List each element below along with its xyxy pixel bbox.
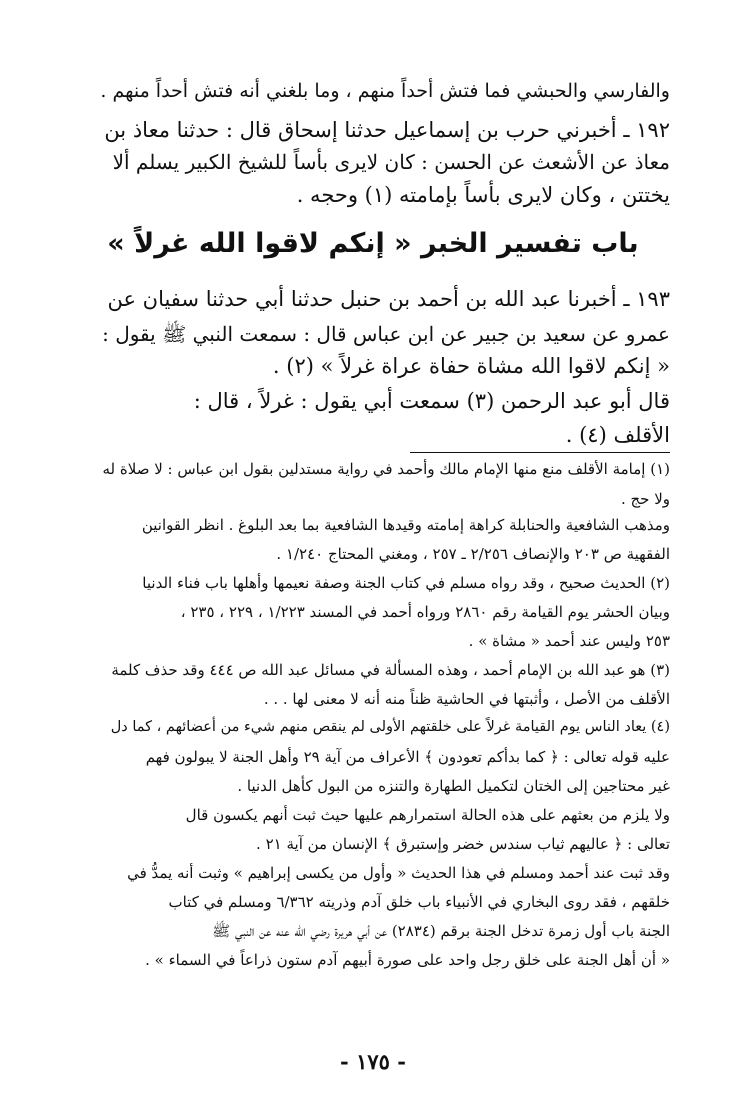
footnote-line: (١) إمامة الأقلف منع منها الإمام مالك وأحمد في رواية مستدلين بقول ابن عباس : لا صلاة له (102, 460, 670, 478)
footnote-line: ولا يلزم من بعثهم على هذه الحالة استمرارهم عليها حيث ثبت أنهم يكسون قال (185, 806, 670, 824)
footnote-line: تعالى : ﴿ عاليهم ثياب سندس خضر وإستبرق ﴾ الإنسان من آية ٢١ . (256, 835, 670, 853)
footnote-line: الجنة باب أول زمرة تدخل الجنة برقم (٢٨٣٤) عن أبي هريرة رضي الله عنه عن النبي ﷺ (212, 922, 670, 940)
footnote-line: (٤) يعاد الناس يوم القيامة غرلاً على خلقتهم الأولى لم ينقص منهم شيء من أعضائهم ، كما دل (110, 719, 670, 735)
footnote-line: (٢) الحديث صحيح ، وقد رواه مسلم في كتاب الجنة وصفة نعيمها وأهلها باب فناء الدنيا (142, 574, 670, 592)
chapter-heading: باب تفسير الخبر « إنكم لاقوا الله غرلاً » (107, 228, 639, 259)
section-line-4: قال أبو عبد الرحمن (٣) سمعت أبي يقول : غرلاً ، قال : (193, 389, 670, 413)
body-line-1: والفارسي والحبشي فما فتش أحداً منهم ، وما بلغني أنه فتش أحداً منهم . (100, 80, 670, 102)
body-line-3: معاذ عن الأشعث عن الحسن : كان لايرى بأساً للشيخ الكبير يسلم ألا (112, 150, 670, 174)
section-line-2: عمرو عن سعيد بن جبير عن ابن عباس قال : سمعت النبي ﷺ يقول : (102, 322, 670, 346)
footnote-line: ٢٥٣ وليس عند أحمد « مشاة » . (468, 632, 670, 650)
footnote-line: عليه قوله تعالى : ﴿ كما بدأكم تعودون ﴾ الأعراف من آية ٢٩ وأهل الجنة لا يبولون فهم (145, 748, 670, 766)
footnote-line: وقد ثبت عند أحمد ومسلم في هذا الحديث « وأول من يكسى إبراهيم » وثبت أنه يمدُّ في (127, 864, 670, 882)
footnote-line: (٣) هو عبد الله بن الإمام أحمد ، وهذه المسألة في مسائل عبد الله ص ٤٤٤ وقد حذف كلمة (111, 661, 670, 679)
section-line-3: « إنكم لاقوا الله مشاة حفاة عراة غرلاً » (٢) . (272, 354, 670, 378)
footnote-line: « أن أهل الجنة على خلق رجل واحد على صورة أبيهم آدم ستون ذراعاً في السماء » . (145, 951, 670, 969)
footnote-line: ولا حج . (620, 490, 670, 508)
footnote-line: ومذهب الشافعية والحنابلة كراهة إمامته وقيدها الشافعية بما بعد البلوغ . انظر القوانين (141, 516, 670, 534)
footnote-divider (410, 452, 670, 453)
footnote-line: الفقهية ص ٢٠٣ والإنصاف ٢/٢٥٦ ـ ٢٥٧ ، ومغني المحتاج ١/٢٤٠ . (276, 545, 670, 563)
page-number: - ١٧٥ - (340, 1049, 406, 1074)
section-line-1: ١٩٣ ـ أخبرنا عبد الله بن أحمد بن حنبل حدثنا أبي حدثنا سفيان عن (107, 287, 670, 311)
footnote-line: وبيان الحشر يوم القيامة رقم ٢٨٦٠ ورواه أحمد في المسند ١/٢٢٣ ، ٢٢٩ ، ٢٣٥ ، (180, 603, 670, 621)
section-line-5: الأقلف (٤) . (565, 423, 670, 447)
footnote-line: الأقلف من الأصل ، وأثبتها في الحاشية ظناً منه أنه لا معنى لها . . . (263, 690, 670, 708)
footnote-line: خلقهم ، فقد روى البخاري في الأنبياء باب خلق آدم وذريته ٦/٣٦٢ ومسلم في كتاب (168, 893, 670, 911)
footnote-line: غير محتاجين إلى الختان لتكميل الطهارة والتنزه من البول كأهل الدنيا . (237, 777, 670, 795)
body-line-2: ١٩٢ ـ أخبرني حرب بن إسماعيل حدثنا إسحاق قال : حدثنا معاذ بن (104, 118, 670, 142)
body-line-4: يختتن ، وكان لايرى بأساً بإمامته (١) وحجه . (296, 183, 670, 207)
